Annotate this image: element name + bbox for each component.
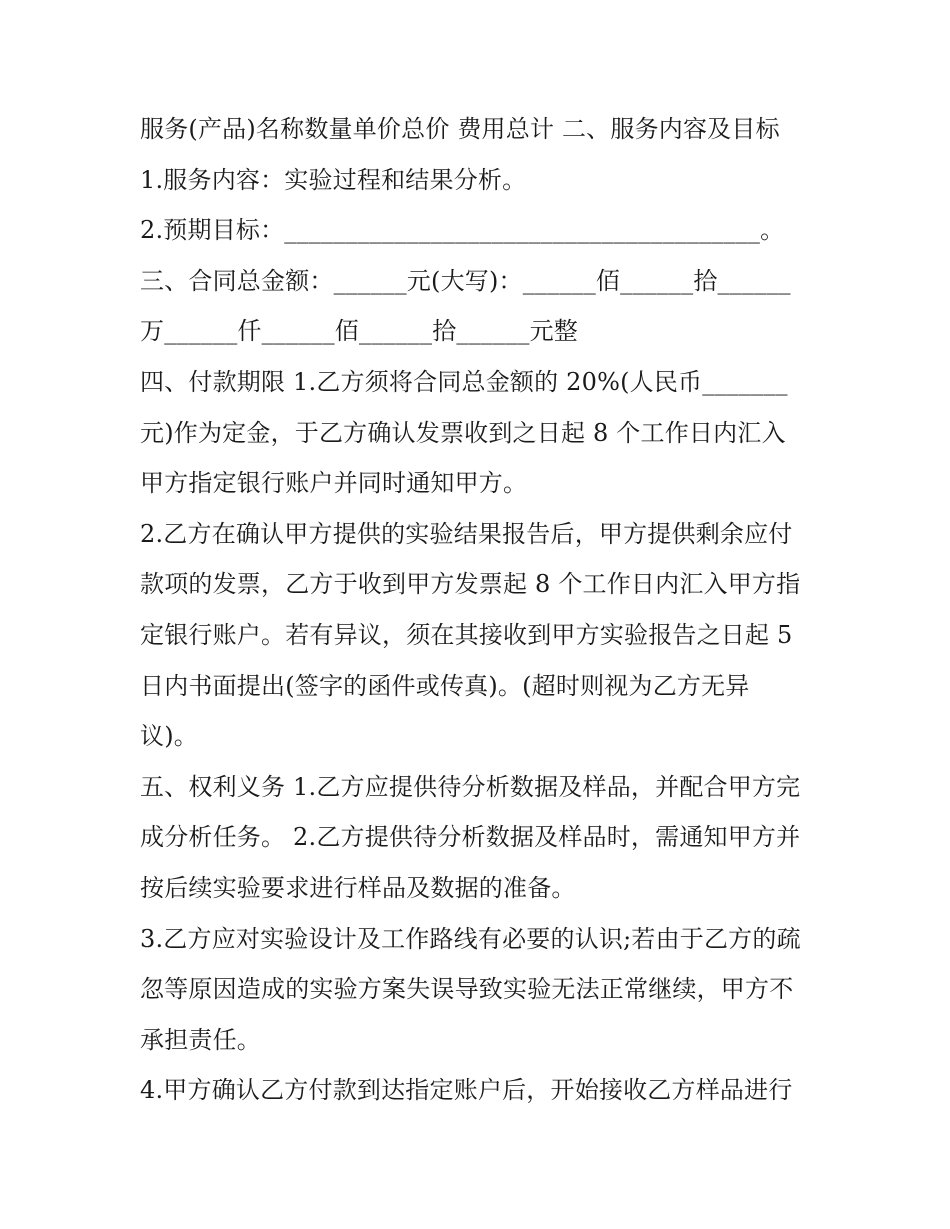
text-line-1: 服务(产品)名称数量单价总价 费用总计 二、服务内容及目标 — [140, 115, 780, 143]
text-line-15: 成分析任务。 2.乙方提供待分析数据及样品时，需通知甲方并 — [140, 823, 801, 852]
text-line-5: 万______仟______佰______拾______元整 — [140, 317, 578, 346]
text-line-10: 款项的发票，乙方于收到甲方发票起 8 个工作日内汇入甲方指 — [140, 570, 801, 599]
text-line-14: 五、权利义务 1.乙方应提供待分析数据及样品，并配合甲方完 — [140, 772, 801, 801]
text-line-9: 2.乙方在确认甲方提供的实验结果报告后，甲方提供剩余应付 — [140, 519, 793, 548]
text-line-8: 甲方指定银行账户并同时通知甲方。 — [140, 469, 528, 498]
text-line-16: 按后续实验要求进行样品及数据的准备。 — [140, 873, 576, 902]
text-line-19: 承担责任。 — [140, 1025, 261, 1054]
text-line-13: 议)。 — [140, 722, 198, 751]
text-line-2: 1.服务内容：实验过程和结果分析。 — [140, 165, 527, 194]
text-line-20: 4.甲方确认乙方付款到达指定账户后，开始接收乙方样品进行 — [140, 1076, 793, 1105]
text-line-18: 忽等原因造成的实验方案失误导致实验无法正常继续，甲方不 — [140, 975, 794, 1004]
text-line-4: 三、合同总金额：______元(大写)：______佰______拾______ — [140, 266, 791, 295]
text-line-11: 定银行账户。若有异议，须在其接收到甲方实验报告之日起 5 — [140, 620, 793, 649]
document-body — [140, 104, 820, 1116]
text-line-7: 元)作为定金，于乙方确认发票收到之日起 8 个工作日内汇入 — [140, 418, 786, 447]
text-line-6: 四、付款期限 1.乙方须将合同总金额的 20%(人民币_______ — [140, 367, 788, 396]
text-line-3: 2.预期目标：_______________________________________。 — [140, 216, 785, 245]
text-line-17: 3.乙方应对实验设计及工作路线有必要的认识;若由于乙方的疏 — [140, 924, 801, 953]
text-line-12: 日内书面提出(签字的函件或传真)。(超时则视为乙方无异 — [140, 671, 750, 700]
